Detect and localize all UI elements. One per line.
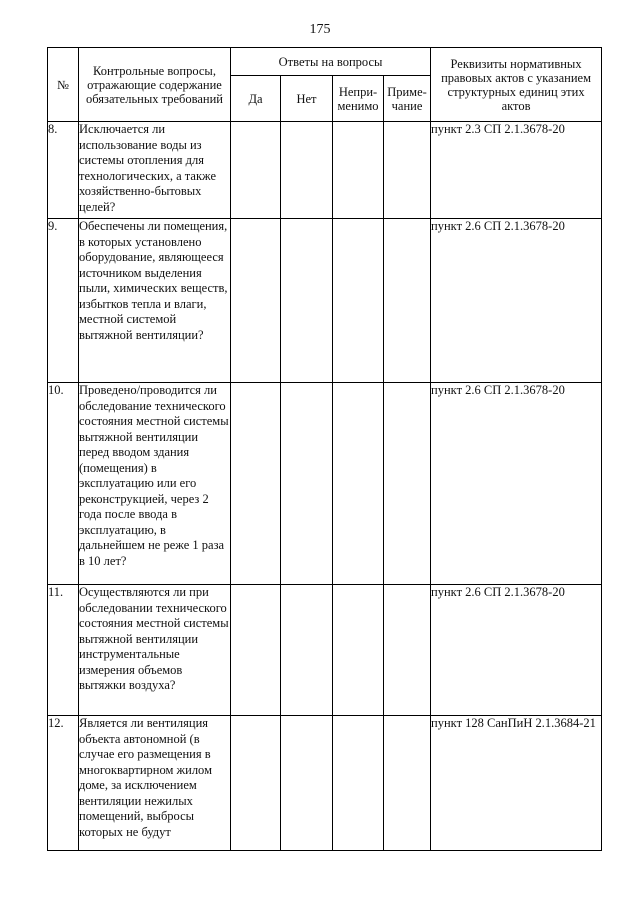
row-number: 11. xyxy=(48,585,79,716)
row-number: 8. xyxy=(48,122,79,219)
row-question: Исключается ли использование воды из системы отопления для технологических, а также хозяйственно-бытовых целей? xyxy=(79,122,231,219)
answer-note-cell[interactable] xyxy=(384,219,431,383)
table-row xyxy=(48,219,602,383)
answer-no-cell[interactable] xyxy=(281,122,333,219)
answer-note-cell[interactable] xyxy=(384,585,431,716)
table-row xyxy=(48,383,602,585)
header-num: № xyxy=(48,48,79,122)
answer-yes-cell[interactable] xyxy=(231,716,281,851)
row-number: 10. xyxy=(48,383,79,585)
answer-na-cell[interactable] xyxy=(333,716,384,851)
answer-na-cell[interactable] xyxy=(333,585,384,716)
row-reference: пункт 2.6 СП 2.1.3678-20 xyxy=(431,585,602,716)
row-question: Осуществляются ли при обследовании технического состояния местной системы вытяжной вентиляции инструментальные измерения объемов вытяжки воздуха? xyxy=(79,585,231,716)
row-question: Обеспечены ли помещения, в которых установлено оборудование, являющееся источником выделения пыли, химических веществ, избытков тепла и влаги, местной системой вытяжной вентиляции? xyxy=(79,219,231,383)
header-note: Приме-чание xyxy=(384,76,431,122)
row-reference: пункт 2.6 СП 2.1.3678-20 xyxy=(431,219,602,383)
answer-yes-cell[interactable] xyxy=(231,122,281,219)
header-questions: Контрольные вопросы, отражающие содержание обязательных требований xyxy=(79,48,231,122)
page-number: 175 xyxy=(309,22,331,37)
row-question: Является ли вентиляция объекта автономной (в случае его размещения в многоквартирном жилом доме, за исключением вентиляции нежилых помещений, выбросы которых не будут xyxy=(79,716,231,851)
answer-na-cell[interactable] xyxy=(333,122,384,219)
answer-yes-cell[interactable] xyxy=(231,219,281,383)
answer-note-cell[interactable] xyxy=(384,122,431,219)
row-question: Проведено/проводится ли обследование технического состояния местной системы вытяжной вентиляции перед вводом здания (помещения) в эксплуатацию или его реконструкцией, через 2 года после ввода в эксплуатацию, в дальнейшем не реже 1 раза в 10 лет? xyxy=(79,383,231,585)
answer-no-cell[interactable] xyxy=(281,716,333,851)
answer-na-cell[interactable] xyxy=(333,219,384,383)
row-reference: пункт 2.6 СП 2.1.3678-20 xyxy=(431,383,602,585)
answer-no-cell[interactable] xyxy=(281,585,333,716)
answer-yes-cell[interactable] xyxy=(231,383,281,585)
row-number: 9. xyxy=(48,219,79,383)
header-not-applicable: Непри-менимо xyxy=(333,76,384,122)
header-yes: Да xyxy=(231,76,281,122)
row-reference: пункт 2.3 СП 2.1.3678-20 xyxy=(431,122,602,219)
header-no: Нет xyxy=(281,76,333,122)
table-row xyxy=(48,585,602,716)
answer-yes-cell[interactable] xyxy=(231,585,281,716)
answer-note-cell[interactable] xyxy=(384,383,431,585)
answer-no-cell[interactable] xyxy=(281,383,333,585)
table-row xyxy=(48,122,602,219)
table-row xyxy=(48,716,602,851)
answer-note-cell[interactable] xyxy=(384,716,431,851)
checklist-table xyxy=(47,47,602,851)
header-answers: Ответы на вопросы xyxy=(231,48,431,76)
row-number: 12. xyxy=(48,716,79,851)
answer-na-cell[interactable] xyxy=(333,383,384,585)
answer-no-cell[interactable] xyxy=(281,219,333,383)
row-reference: пункт 128 СанПиН 2.1.3684-21 xyxy=(431,716,602,851)
header-requisites: Реквизиты нормативных правовых актов с указанием структурных единиц этих актов xyxy=(431,48,602,122)
